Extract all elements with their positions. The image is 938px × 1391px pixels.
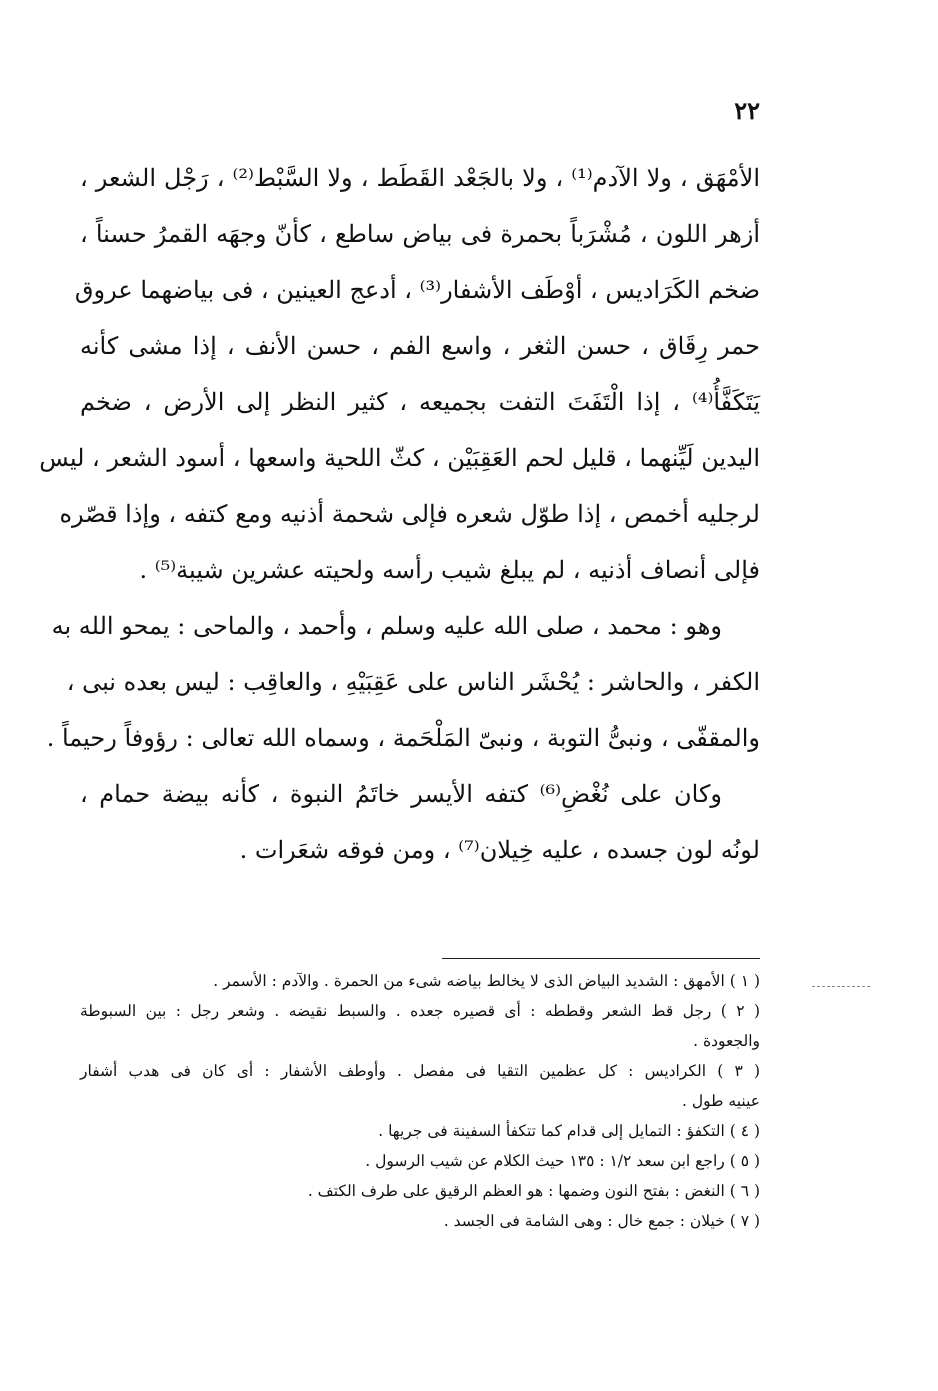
text-line: فإلى أنصاف أذنيه ، لم يبلغ شيب رأسه ولحيته عشرين شيبة⁽⁵⁾ . (139, 556, 760, 584)
text-line: اليدين لَيِّنهما ، قليل لحم العَقِبَيْن ، كثّ اللحية واسعها ، أسود الشعر ، ليس (39, 444, 760, 472)
text-line: لونُه لون جسده ، عليه خِيلان⁽⁷⁾ ، ومن فوقه شعَرات . (239, 836, 760, 864)
footnote: ( ٧ ) خيلان : جمع خال : وهى الشامة فى الجسد . (443, 1212, 760, 1230)
page-number: ٢٢ (734, 96, 760, 125)
text-line: وكان على نُغْضِ⁽⁶⁾ كتفه الأيسر خاتَمُ النبوة ، كأنه بيضة حمام ، (80, 780, 722, 808)
text-line: أزهر اللون ، مُشْرَباً بحمرة فى بياض ساطع ، كأنّ وجهَه القمرُ حسناً ، (80, 220, 760, 248)
footnote-continuation: عينيه طول . (682, 1092, 760, 1110)
footnotes (80, 966, 760, 1236)
footnote-continuation: والجعودة . (693, 1032, 760, 1050)
text-line: الكفر ، والحاشر : يُحْشَر الناس على عَقِبَيْهِ ، والعاقِب : ليس بعده نبى ، (66, 668, 760, 696)
text-line: يَتَكَفَّأُ⁽⁴⁾ ، إذا الْتَفَتَ التفت بجميعه ، كثير النظر إلى الأرض ، ضخم (80, 388, 760, 416)
footnote: ( ٢ ) رجل قط الشعر وقططه : أى قصيره جعده . والسبط نقيضه . وشعر رجل : بين السبوطة (80, 1002, 760, 1020)
footnote: ( ٤ ) التكفؤ : التمايل إلى قدام كما تتكفأ السفينة فى جريها . (378, 1122, 760, 1140)
text-line: ضخم الكَرَاديس ، أوْطَف الأشفار⁽³⁾ ، أدعج العينين ، فى بياضهما عروق (74, 276, 760, 304)
text-line: والمقفّى ، ونبىُّ التوبة ، ونبىّ المَلْحَمة ، وسماه الله تعالى : رؤوفاً رحيماً . (46, 724, 760, 752)
scan-mark (812, 986, 870, 987)
footnote: ( ٣ ) الكراديس : كل عظمين التقيا فى مفصل . وأوطف الأشفار : أى كان فى هدب أشفار (80, 1062, 760, 1080)
text-line: الأمْهَق ، ولا الآدم⁽¹⁾ ، ولا بالجَعْد القَطَط ، ولا السَّبْط⁽²⁾ ، رَجْل الشعر ، (80, 164, 761, 192)
footnote: ( ١ ) الأمهق : الشديد البياض الذى لا يخالط بياضه شىء من الحمرة . والآدم : الأسمر . (213, 972, 760, 990)
footnote-separator (442, 958, 760, 959)
text-line: حمر رِقَاق ، حسن الثغر ، واسع الفم ، حسن الأنف ، إذا مشى كأنه (80, 332, 760, 360)
main-text (39, 150, 761, 878)
footnote: ( ٦ ) النغض : بفتح النون وضمها : هو العظم الرقيق على طرف الكتف . (307, 1182, 760, 1200)
paragraph-seal (80, 766, 760, 878)
footnote: ( ٥ ) راجع ابن سعد ١/٢ : ١٣٥ حيث الكلام عن شيب الرسول . (365, 1152, 760, 1170)
text-line: لرجليه أخمص ، إذا طوّل شعره فإلى شحمة أذنيه ومع كتفه ، وإذا قصّره (59, 500, 760, 528)
paragraph-description (39, 150, 761, 598)
paragraph-names (46, 598, 760, 766)
text-line: وهو : محمد ، صلى الله عليه وسلم ، وأحمد ، والماحى : يمحو الله به (51, 612, 722, 640)
